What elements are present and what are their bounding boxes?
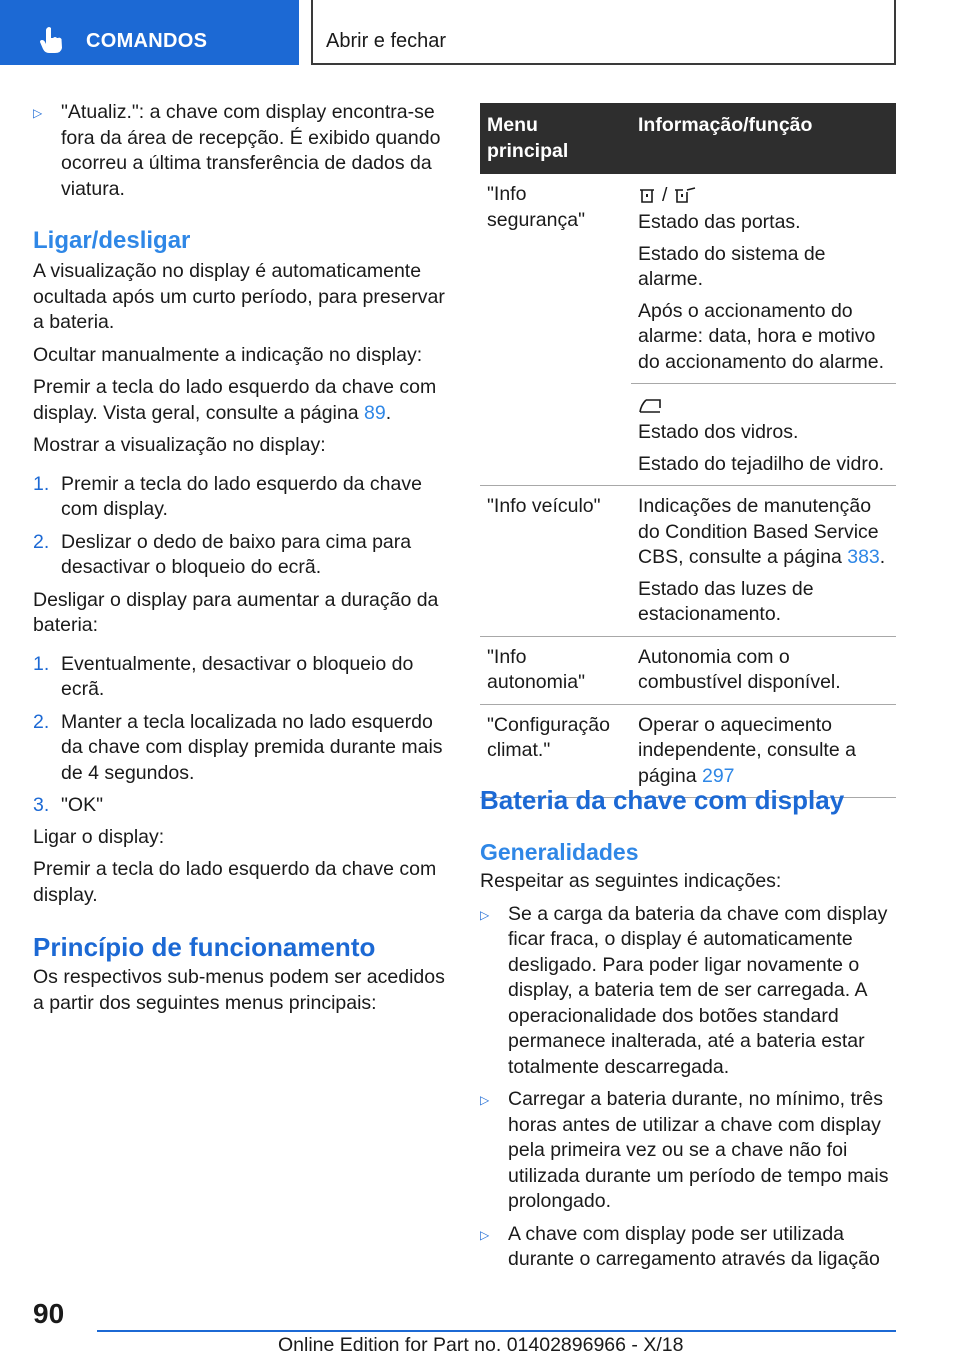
- bullet-item: [480, 1087, 896, 1215]
- right-column: [480, 784, 896, 1273]
- left-column: [33, 100, 449, 1016]
- heading-bateria: Bateria da chave com display: [480, 785, 845, 815]
- section-title: COMANDOS: [86, 30, 208, 52]
- paragraph: Ocultar manualmente a indicação no display:: [33, 343, 423, 366]
- bullet-text: "Atualiz.": a chave com display encontra-se fora da área de recepção. É exibido quando ocorreu a última transferência de dados da viatura.: [61, 101, 441, 200]
- section-tab[interactable]: [0, 0, 299, 65]
- window-icons: [638, 392, 890, 420]
- table-header-row: [480, 103, 896, 174]
- info-text: Estado do tejadilho de vidro.: [638, 452, 885, 475]
- list-text: "OK": [61, 794, 104, 816]
- footer-divider: [97, 1330, 896, 1332]
- page-link-383[interactable]: 383: [847, 546, 880, 568]
- table-row: [480, 486, 896, 637]
- info-text: Estado do sistema de alarme.: [638, 242, 826, 290]
- info-text: Estado dos vidros.: [638, 421, 799, 443]
- triangle-bullet-icon: ▷: [480, 907, 490, 922]
- heading-principio: Princípio de funcionamento: [33, 932, 376, 962]
- info-cell: [631, 174, 896, 486]
- hand-pointer-icon: [38, 26, 64, 54]
- list-text: Deslizar o dedo de baixo para cima para desactivar o bloqueio do ecrã.: [61, 530, 412, 578]
- paragraph-end: .: [385, 401, 392, 424]
- bullet-text: A chave com display pode ser utilizada durante o carregamento através da ligação: [508, 1222, 880, 1270]
- door-open-icon: [673, 187, 699, 205]
- list-text: Manter a tecla localizada no lado esquerdo da chave com display premida durante mais de 4 segundos.: [61, 710, 443, 784]
- list-item: [33, 710, 449, 787]
- paragraph: Ligar o display:: [33, 825, 165, 848]
- info-block: [631, 182, 896, 384]
- list-item: [33, 472, 449, 523]
- bullet-text: Se a carga da bateria da chave com display ficar fraca, o display é automaticamente desligado. Para poder ligar novamente o display, a bateria tem de ser carregada. A operacionalidade dos botões standard permanece inalterada, até a bateria estar totalmente descarregada.: [508, 902, 888, 1078]
- menu-cell: "Info autonomia": [480, 636, 631, 704]
- paragraph: Respeitar as seguintes indicações:: [480, 870, 782, 892]
- paragraph-text: Premir a tecla do lado esquerdo da chave com display. Vista geral, consulte a página: [33, 376, 437, 424]
- table-row: [480, 174, 896, 486]
- info-block: [631, 392, 896, 477]
- heading-ligar-desligar: Ligar/desligar: [33, 227, 191, 254]
- list-number: 3.: [33, 794, 50, 816]
- paragraph: Premir a tecla do lado esquerdo da chave com display.: [33, 858, 437, 906]
- info-text: [638, 494, 890, 571]
- icon-separator: /: [662, 184, 668, 207]
- menu-cell: "Info veículo": [480, 486, 631, 637]
- bullet-item: [33, 100, 449, 202]
- bullet-item: [480, 1222, 896, 1273]
- menu-cell: "Info segurança": [480, 174, 631, 486]
- info-text-end: .: [879, 546, 886, 568]
- bullet-text: Carregar a bateria durante, no mínimo, três horas antes de utilizar a chave com display pela primeira vez ou se a chave não foi utilizada durante um período de tempo mais prolongado.: [508, 1088, 889, 1212]
- list-number: 1.: [33, 472, 50, 495]
- triangle-bullet-icon: ▷: [480, 1093, 490, 1107]
- footer-edition: Online Edition for Part no. 01402896966 - X/18: [278, 1334, 684, 1356]
- menu-cell: "Configuração climat.": [480, 704, 631, 798]
- paragraph: Os respectivos sub-menus podem ser acedidos a partir dos seguintes menus principais:: [33, 966, 445, 1014]
- triangle-bullet-icon: ▷: [33, 106, 43, 120]
- paragraph: Mostrar a visualização no display:: [33, 434, 326, 456]
- table-row: [480, 636, 896, 704]
- list-text: Eventualmente, desactivar o bloqueio do ecrã.: [61, 652, 414, 700]
- bullet-item: [480, 902, 896, 1081]
- list-item: [33, 793, 449, 819]
- paragraph: [33, 375, 449, 426]
- breadcrumb-label: Abrir e fechar: [326, 30, 447, 52]
- breadcrumb: [311, 0, 896, 65]
- list-item: [33, 530, 449, 581]
- page-link-89[interactable]: 89: [364, 401, 386, 424]
- list-item: [33, 652, 449, 703]
- column-header-menu: Menu principal: [480, 103, 631, 174]
- info-cell: [631, 486, 896, 637]
- paragraph: A visualização no display é automaticamente ocultada após um curto período, para preservar a bateria.: [33, 260, 445, 333]
- door-closed-icon: [638, 187, 656, 205]
- paragraph: Desligar o display para aumentar a duração da bateria:: [33, 588, 439, 636]
- window-icon: [638, 397, 664, 415]
- info-text: Após o accionamento do alarme: data, hora e motivo do accionamento do alarme.: [638, 299, 885, 373]
- list-number: 2.: [33, 710, 50, 733]
- list-text: Premir a tecla do lado esquerdo da chave com display.: [61, 472, 422, 520]
- column-header-info: Informação/função: [631, 103, 896, 174]
- list-number: 1.: [33, 652, 50, 675]
- info-text: Estado das portas.: [638, 211, 801, 233]
- info-text-part: Operar o aquecimento independente, consulte a página: [638, 713, 856, 787]
- info-text-part: Indicações de manutenção do Condition Based Service CBS, consulte a página: [638, 495, 879, 568]
- page-link-297[interactable]: 297: [701, 764, 735, 787]
- list-number: 2.: [33, 530, 50, 553]
- info-text: Estado das luzes de estacionamento.: [638, 577, 814, 625]
- info-cell: Autonomia com o combustível disponível.: [631, 636, 896, 704]
- heading-generalidades: Generalidades: [480, 839, 639, 865]
- page-number: 90: [33, 1298, 65, 1329]
- main-menu-table: [480, 103, 896, 798]
- door-icons: [638, 182, 890, 210]
- triangle-bullet-icon: ▷: [480, 1227, 490, 1242]
